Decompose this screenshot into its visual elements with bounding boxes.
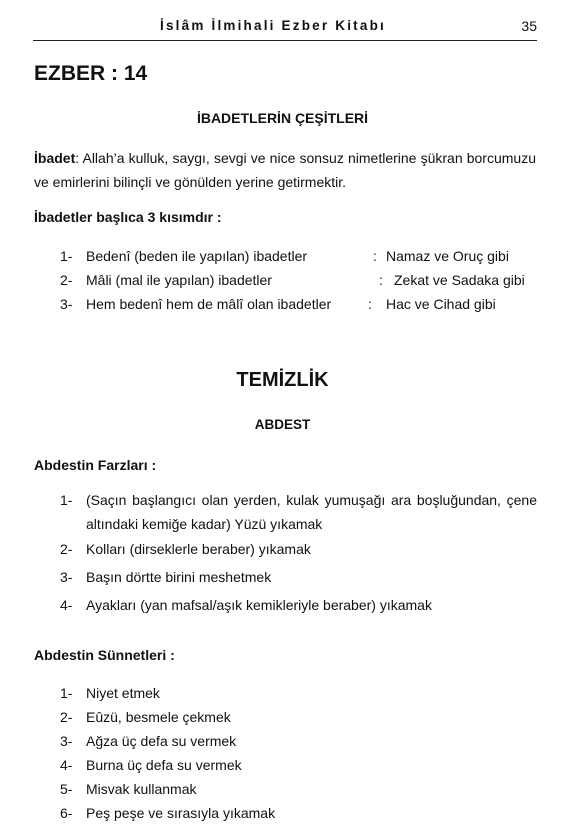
list-item-colon: :: [379, 272, 383, 288]
list-item-text: Eûzü, besmele çekmek: [86, 709, 231, 725]
list-item-example: Namaz ve Oruç gibi: [386, 248, 509, 264]
list-item-text: Hem bedenî hem de mâlî olan ibadetler: [86, 296, 332, 312]
list-item-number: 3-: [60, 569, 73, 585]
section-title-temizlik: TEMİZLİK: [236, 369, 329, 391]
list-item-text: Kolları (dirseklerle beraber) yıkamak: [86, 541, 311, 557]
definition-text: : Allah’a kulluk, saygı, sevgi ve nice sonsuz nimetlerine şükran borcumuzu ve emirlerini bilinçli ve gönülden yerine getirmektir.: [34, 150, 536, 190]
abdest-sunnet-heading: Abdestin Sünnetleri :: [34, 647, 175, 663]
list-item-number: 1-: [60, 492, 73, 508]
list-item-number: 3-: [60, 733, 73, 749]
list-item-number: 1-: [60, 685, 73, 701]
list-item-colon: :: [368, 296, 372, 312]
list-item-number: 3-: [60, 296, 73, 312]
list-item-text: Bedenî (beden ile yapılan) ibadetler: [86, 248, 308, 264]
page-number: 35: [521, 18, 537, 34]
abdest-farz-heading: Abdestin Farzları :: [34, 457, 157, 473]
page-header: [33, 12, 537, 41]
list-item-text: Başın dörtte birini meshetmek: [86, 569, 272, 585]
list-item-example: Hac ve Cihad gibi: [386, 296, 496, 312]
list-item-number: 5-: [60, 781, 73, 797]
list-item-number: 1-: [60, 248, 73, 264]
list-item-text: Burna üç defa su vermek: [86, 757, 242, 773]
list-item-number: 2-: [60, 709, 73, 725]
list-item-text: Peş peşe ve sırasıyla yıkamak: [86, 805, 276, 821]
list-item-text: (Saçın başlangıcı olan yerden, kulak yumuşağı ara boşluğundan, çene altındaki kemiğe kadar) Yüzü yıkamak: [86, 492, 537, 532]
list-item-text: Misvak kullanmak: [86, 781, 197, 797]
list-item-text: Ağza üç defa su vermek: [86, 733, 237, 749]
section-title-ibadet: İBADETLERİN ÇEŞİTLERİ: [196, 110, 369, 126]
list-item-number: 2-: [60, 272, 73, 288]
list-item-number: 2-: [60, 541, 73, 557]
list-item-number: 4-: [60, 597, 73, 613]
ezber-title: EZBER : 14: [34, 62, 148, 85]
list-item-number: 4-: [60, 757, 73, 773]
list-item-text: Mâli (mal ile yapılan) ibadetler: [86, 272, 272, 288]
section-subtitle-abdest: ABDEST: [254, 417, 311, 432]
ibadet-types-heading: İbadetler başlıca 3 kısımdır :: [34, 209, 222, 225]
list-item-example: Zekat ve Sadaka gibi: [394, 272, 525, 288]
list-item-text: Ayakları (yan mafsal/aşık kemikleriyle beraber) yıkamak: [86, 597, 432, 613]
list-item-colon: :: [373, 248, 377, 264]
book-title: İslâm İlmihali Ezber Kitabı: [160, 18, 386, 33]
definition-term: İbadet: [34, 150, 76, 166]
list-item-text: Niyet etmek: [86, 685, 160, 701]
list-item-number: 6-: [60, 805, 73, 821]
ibadet-definition: [34, 146, 536, 194]
